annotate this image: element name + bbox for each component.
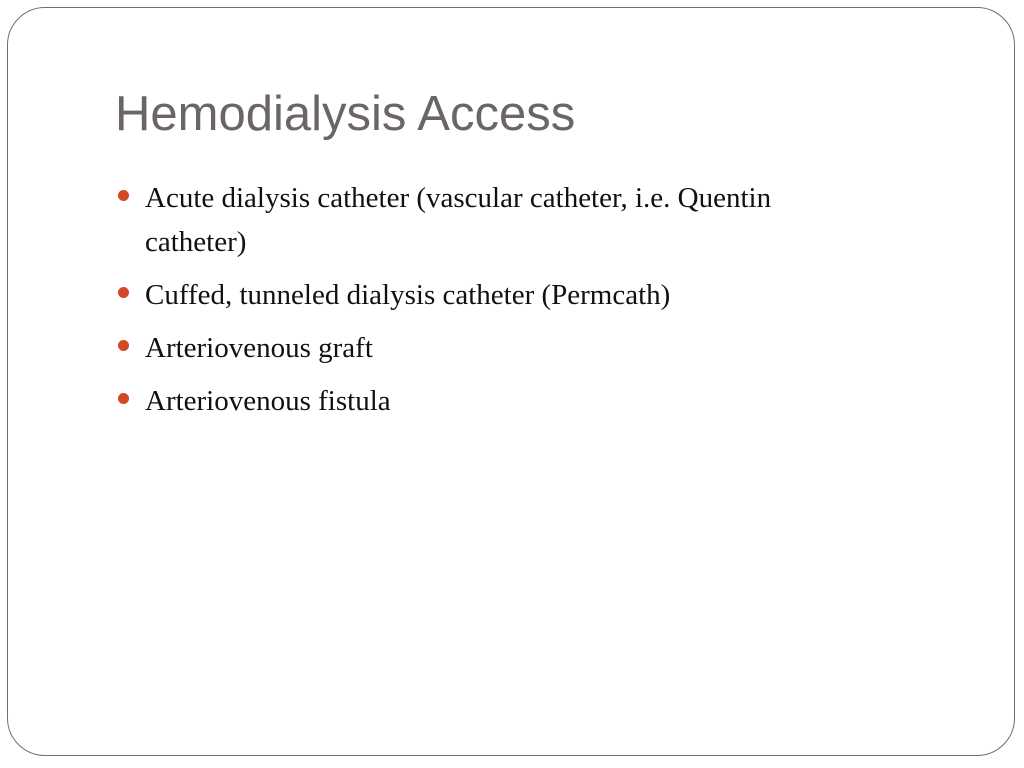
bullet-text: Arteriovenous fistula xyxy=(145,385,391,417)
list-item xyxy=(116,379,876,423)
bullet-text: Arteriovenous graft xyxy=(145,332,373,364)
list-item xyxy=(116,326,876,370)
list-item xyxy=(116,273,876,317)
bullet-text: Acute dialysis catheter (vascular catheter, i.e. Quentin catheter) xyxy=(145,182,772,258)
bullet-list xyxy=(116,176,876,432)
bullet-icon xyxy=(118,393,129,404)
slide xyxy=(7,7,1015,756)
bullet-icon xyxy=(118,190,129,201)
bullet-text: Cuffed, tunneled dialysis catheter (Permcath) xyxy=(145,279,671,311)
bullet-icon xyxy=(118,287,129,298)
list-item xyxy=(116,176,876,264)
slide-title: Hemodialysis Access xyxy=(115,87,576,141)
bullet-icon xyxy=(118,340,129,351)
